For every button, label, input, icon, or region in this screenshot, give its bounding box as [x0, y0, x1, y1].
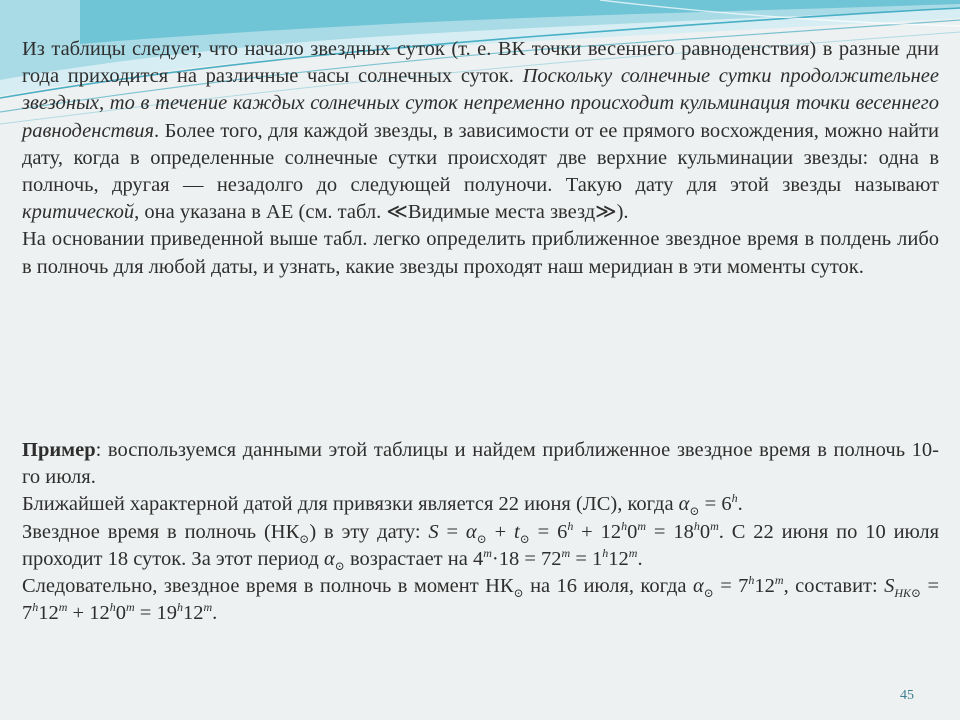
subscript-nk: НК⊙ [894, 586, 922, 601]
unit-m: m [125, 600, 135, 615]
example-intro-text: : воспользуемся данными этой таблицы и найдем приближенное звездное время в полночь 10-го июля. [22, 439, 939, 489]
example-line-5a: составит: [795, 575, 878, 598]
value: 12 [89, 602, 110, 625]
unit-h: h [567, 518, 574, 533]
unit-m: m [483, 545, 492, 560]
value: 0 [115, 602, 126, 625]
value: 18 [673, 520, 694, 543]
sun-symbol: ⊙ [703, 586, 714, 601]
alpha-june22-value: 6 [721, 493, 732, 516]
sidereal-time-symbol: S [428, 520, 439, 543]
value: 6 [557, 520, 568, 543]
value: 12 [600, 520, 622, 543]
example-line-4: Следовательно, звездное время в полночь в момент $НК_⊙$ на 16 июля, когда $\alpha_⊙ = 7^h12^m$, составит: $S_{НК⊙} = 7^h12^m + 12^h0^m = 19^h12^m$. [22, 573, 940, 625]
unit-h: h [693, 518, 700, 533]
value: 18 [498, 547, 520, 570]
value: 7 [22, 602, 33, 625]
value: 12 [38, 602, 59, 625]
unit-h: h [109, 600, 116, 615]
paragraph-2: На основании приведенной выше табл. легко определить приближенное звездное время в полдень либо в полночь для любой даты, и узнать, какие звезды проходят наш меридиан в эти моменты суток. [22, 228, 939, 278]
sun-symbol: ⊙ [513, 586, 524, 601]
example-line-3a: Звездное время в полночь (НК [22, 520, 300, 543]
example-line-4b: на 16 июля, когда [530, 575, 687, 598]
example-block [22, 437, 939, 627]
page-number: 45 [900, 688, 914, 703]
unit-m: m [628, 545, 638, 560]
example-line-3d: возрастает на [349, 547, 468, 570]
value: 1 [592, 547, 603, 570]
value: 72 [541, 547, 562, 570]
paragraph-1 [22, 36, 939, 226]
unit-m: m [637, 518, 647, 533]
paragraph-1-part-5: , она указана в АЕ (см. табл. ≪Видимые места звезд≫). [134, 201, 629, 224]
hour-angle-symbol: t [514, 520, 520, 543]
unit-m: m [710, 518, 719, 533]
paragraph-1-part-1: Из таблицы следует, что начало звездных суток (т. е. ВК точки весеннего равноденствия) в разные дни года приходится на различные часы солнечных суток. [22, 38, 939, 88]
alpha-symbol: α [692, 575, 704, 598]
example-intro [22, 437, 939, 491]
unit-h: h [621, 518, 628, 533]
unit-m: m [203, 600, 213, 615]
unit-m: m [774, 573, 784, 588]
unit-h: h [32, 600, 39, 615]
value: 12 [608, 547, 629, 570]
alpha-symbol: α [465, 520, 477, 543]
paragraph-1-italic-statement: Поскольку солнечные сутки продолжительнее звездных, то в течение каждых солнечных суток непременно происходит кульминация точки весеннего равноденствия [22, 65, 939, 142]
value: 7 [738, 575, 749, 598]
sun-symbol: ⊙ [519, 531, 530, 546]
value: 4 [472, 547, 484, 570]
unit-h: h [748, 573, 755, 588]
value: 12 [754, 575, 775, 598]
value: 19 [156, 602, 177, 625]
paragraph-1-part-3: . Более того, для каждой звезды, в зависимости от ее прямого восхождения, можно найти дату, когда в определенные солнечные сутки происходят две верхние кульминации звезды: одна в полночь, другая — незадолго до следующей полуночи. Такую дату для этой звезды называют [22, 119, 939, 197]
term-critical: критической [22, 201, 135, 224]
example-label: Пример [22, 439, 96, 461]
alpha-symbol: α [323, 547, 335, 570]
sun-symbol: ⊙ [334, 558, 345, 573]
sun-symbol: ⊙ [299, 531, 310, 546]
alpha-symbol: α [678, 493, 690, 516]
unit-m: m [58, 600, 68, 615]
example-line-3b: ) в эту дату: [309, 520, 421, 543]
sidereal-time-symbol: S [884, 575, 895, 598]
unit-h: h [731, 491, 738, 506]
sun-symbol: ⊙ [689, 504, 700, 519]
value: 12 [182, 602, 204, 625]
main-text-block [22, 36, 939, 281]
example-line-4a: Следовательно, звездное время в полночь в момент НК [22, 575, 514, 598]
example-line-2: Ближайшей характерной датой для привязки является 22 июня (ЛС), когда $\alpha_⊙ = 6^h$. [22, 491, 743, 519]
value: 0 [699, 520, 711, 543]
value: 0 [627, 520, 638, 543]
unit-h: h [176, 600, 183, 615]
example-line-3: Звездное время в полночь $(НК_⊙)$ в эту дату: $S = \alpha_⊙ + t_⊙ = 6^h + 12^h0^m = 18^h0^m$. С 22 июня по 10 июля проходит 18 суток. За этот период $\alpha_⊙$ возрастает на $4^m\cdot 18 = 72^m = 1^h12^m$. [22, 518, 940, 573]
unit-h: h [602, 545, 609, 560]
example-line-2-text: Ближайшей характерной датой для привязки является 22 июня (ЛС), когда [22, 493, 674, 516]
unit-m: m [561, 545, 571, 560]
example-line-3c: . С 22 июня по 10 июля проходит 18 суток. За этот период [22, 520, 940, 570]
sun-symbol: ⊙ [476, 531, 487, 546]
